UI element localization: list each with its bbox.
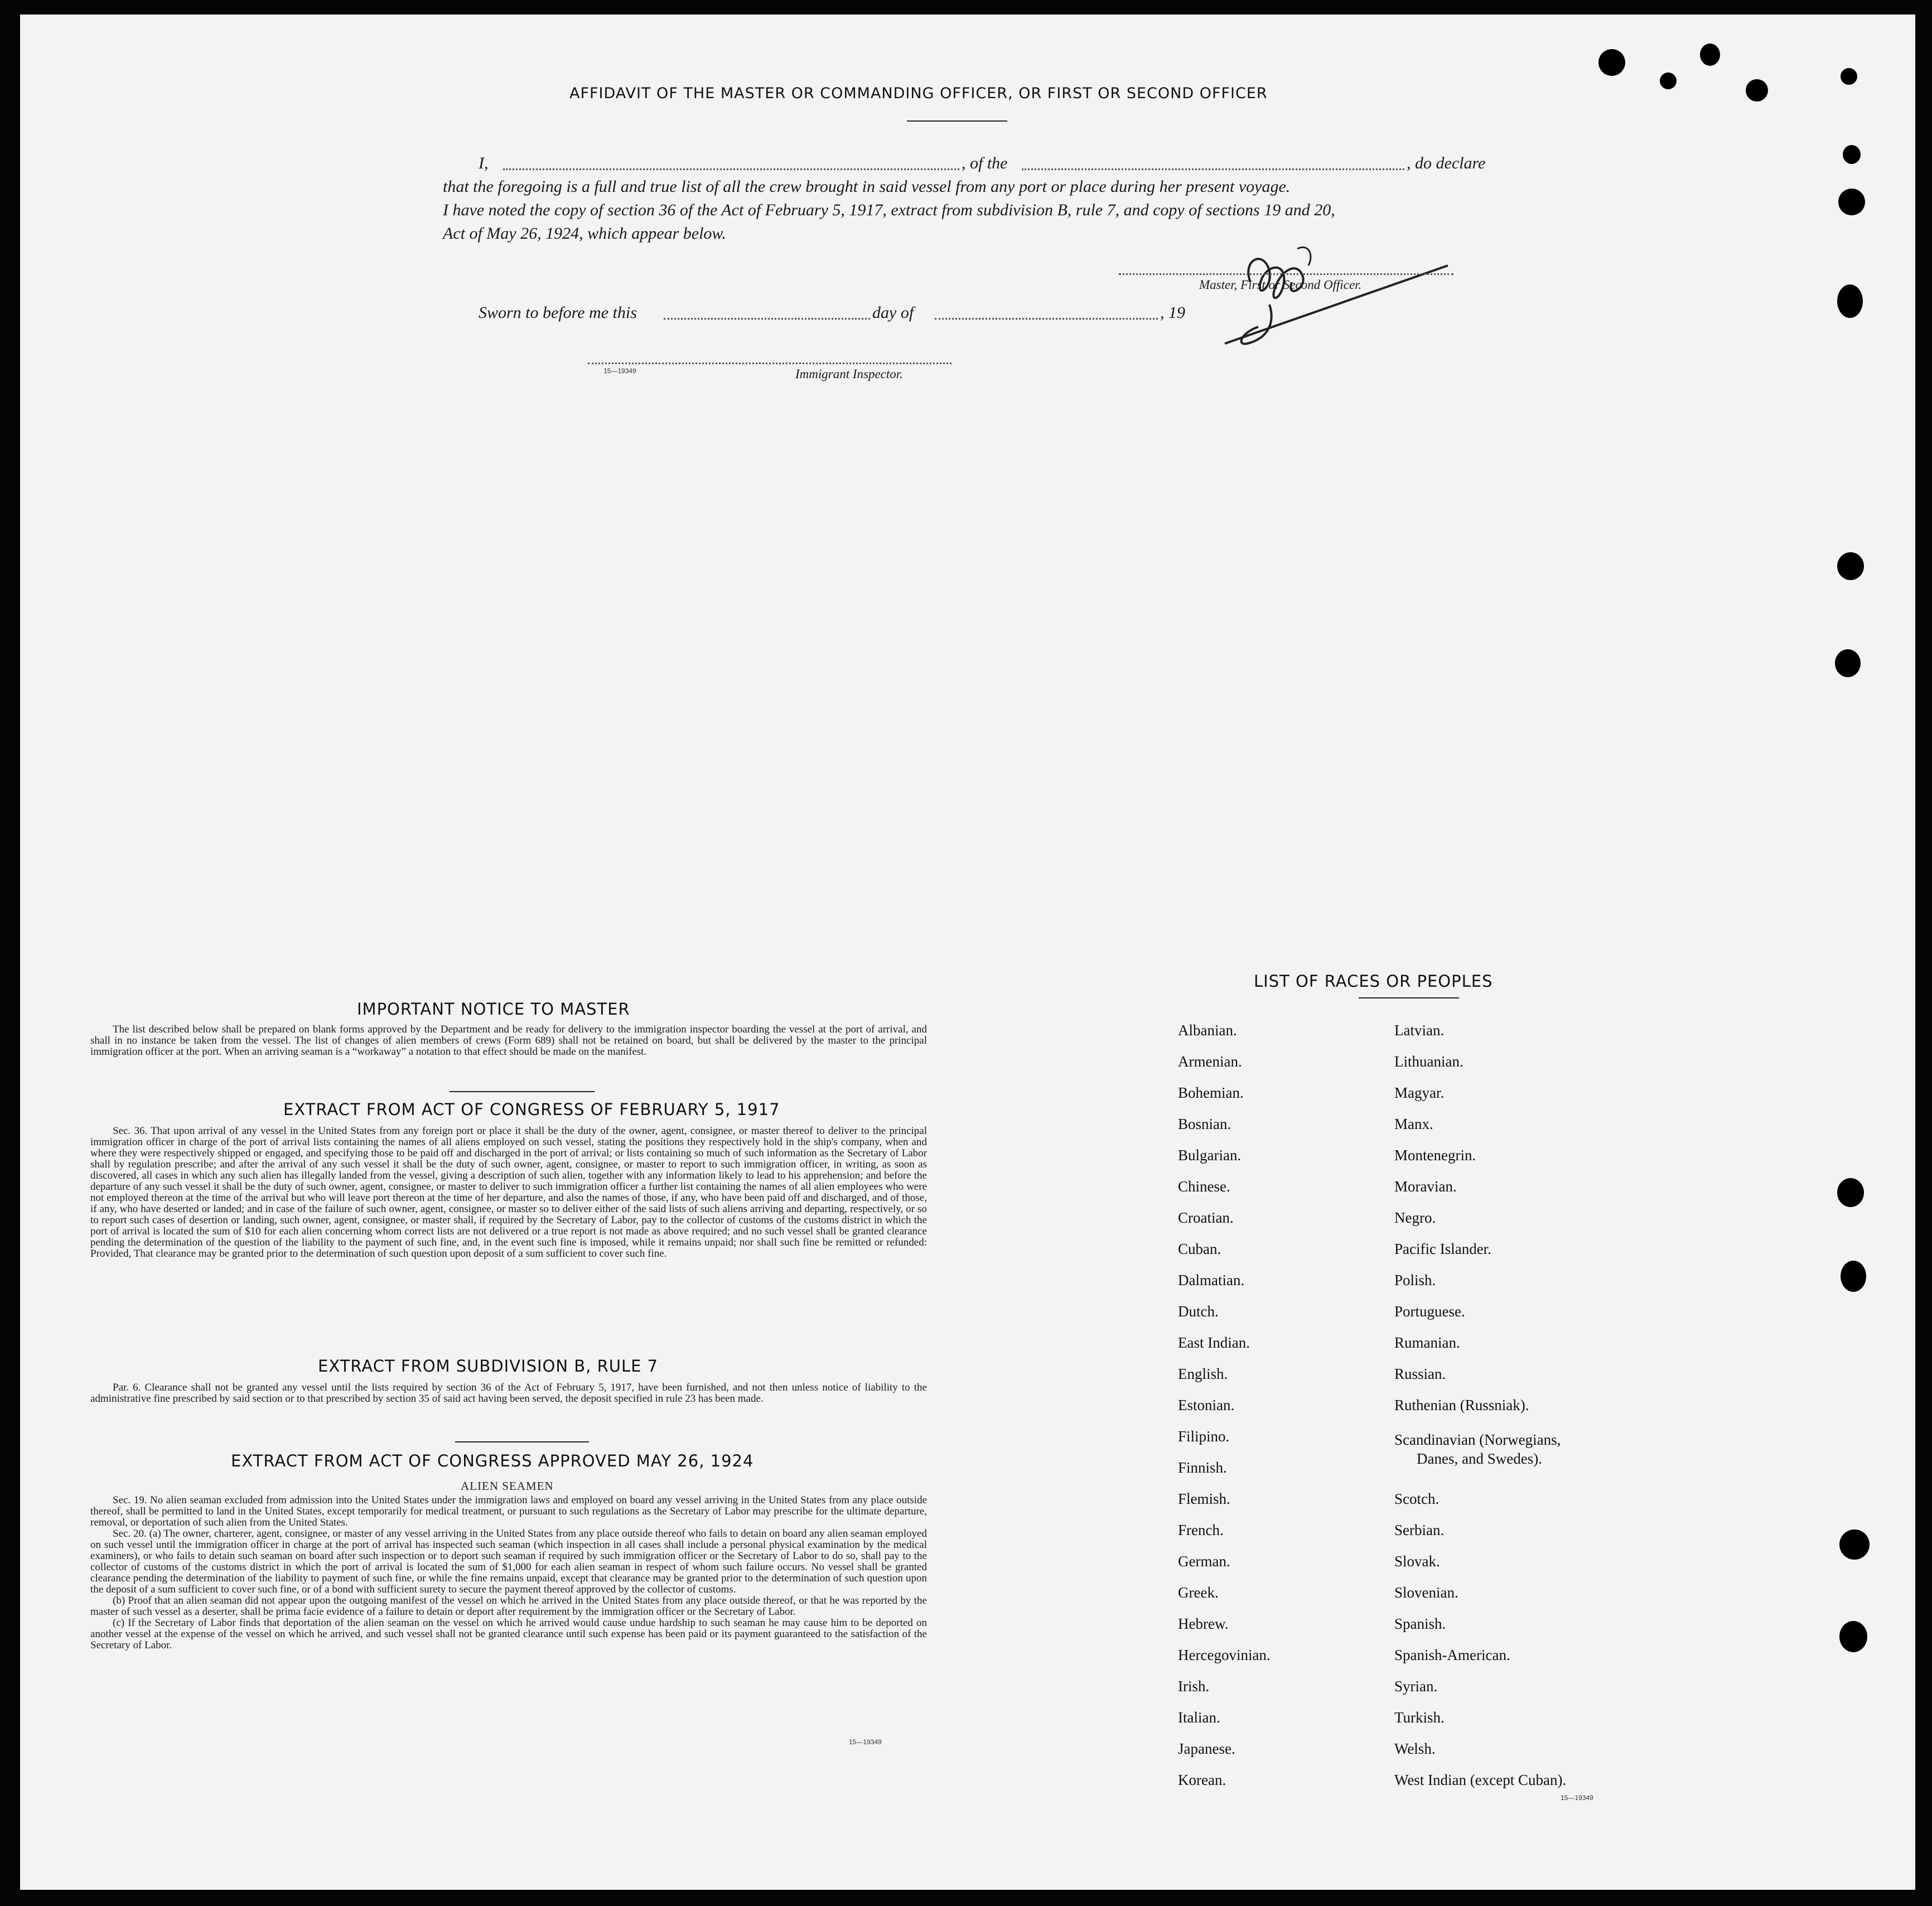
sec19-text: Sec. 19. No alien seaman excluded from admission into the United States under the immigration laws and employed on board any vessel arriving in the United States from any place outside thereof, shall be permitted to land in the United States, except temporarily for medical treatment, or pursuant to such regulations as the Secretary of Labor may prescribe for the ultimate departure, removal, or deportation of such alien from the United States.	[90, 1494, 927, 1528]
rule7-title: EXTRACT FROM SUBDIVISION B, RULE 7	[318, 1357, 659, 1376]
race-item: Pacific Islander.	[1394, 1241, 1491, 1257]
day-field[interactable]	[664, 318, 870, 320]
race-item: Croatian.	[1178, 1209, 1234, 1226]
race-item: Dalmatian.	[1178, 1272, 1245, 1289]
race-item: Portuguese.	[1394, 1303, 1465, 1320]
affidavit-title: AFFIDAVIT OF THE MASTER OR COMMANDING OFFICER, OR FIRST OR SECOND OFFICER	[569, 85, 1268, 102]
race-item: Latvian.	[1394, 1022, 1445, 1039]
races-rule	[1359, 997, 1459, 998]
act1924-subtitle: ALIEN SEAMEN	[461, 1479, 554, 1493]
title-rule	[907, 120, 1007, 122]
form-number-top: 15—19349	[603, 367, 636, 375]
race-item: Hercegovinian.	[1178, 1647, 1271, 1663]
form-number-right: 15—19349	[1561, 1794, 1593, 1802]
binder-hole	[1838, 189, 1865, 215]
day-of-label: day of	[872, 303, 914, 322]
binder-hole	[1843, 145, 1861, 164]
race-item: French.	[1178, 1522, 1224, 1538]
affidavit-i: I,	[479, 154, 489, 172]
binder-hole	[1598, 49, 1625, 76]
binder-hole	[1700, 44, 1720, 66]
affidavit-line4: Act of May 26, 1924, which appear below.	[443, 224, 726, 243]
affidavit-line2: that the foregoing is a full and true list of all the crew brought in said vessel from any port or place during her present voyage.	[443, 177, 1291, 196]
notice-title: IMPORTANT NOTICE TO MASTER	[357, 1000, 630, 1019]
race-item: Welsh.	[1394, 1740, 1436, 1757]
race-item: Slovenian.	[1394, 1584, 1458, 1601]
race-item: Finnish.	[1178, 1459, 1227, 1476]
binder-hole	[1839, 1621, 1867, 1652]
signature-scrawl	[1202, 226, 1504, 360]
section-rule-1	[450, 1091, 595, 1092]
act1917-text: Sec. 36. That upon arrival of any vessel in the United States from any foreign port or place it shall be the duty of the owner, agent, consignee, or master thereof to deliver to the principal immigration officer in charge of the port of arrival lists containing the names of all aliens employed on such vessel, stating the positions they respectively hold in the ship's company, when and where they were respectively shipped or engaged, and specifying those to be paid off and discharged in the port of arrival; or lists containing so much of such information as the Secretary of Labor shall by regulation prescribe; and after the arrival of any such vessel it shall be the duty of such owner, agent, consignee, or master to report to such immigration officer, in writing, as soon as discovered, all cases in which any such alien has illegally landed from the vessel, giving a description of such alien, together with any information likely to lead to his apprehension; and before the departure of any such vessel it shall be the duty of such owner, agent, consignee, or master to deliver to such immigration officer a further list containing the names of all alien employees who were not employed thereon at the time of the arrival but who will leave port thereon at the time of her departure, and also the names of those, if any, who have been paid off and discharged, and of those, if any, who have deserted or landed; and in case of the failure of such owner, agent, consignee, or master so to deliver either of the said lists of such aliens arriving and departing, respectively, or so to report such cases of desertion or landing, such owner, agent, consignee, or master shall, if required by the Secretary of Labor, pay to the collector of customs of the customs district in which the port of arrival is located the sum of $10 for each alien concerning whom correct lists are not delivered or a true report is not made as above required; and no such vessel shall be granted clearance pending the determination of the question of the liability to the payment of such fine, and, in the event such fine is imposed, while it remains unpaid; nor shall such fine be remitted or refunded: Provided, That clearance may be granted prior to the determination of such question upon deposit of a sum sufficient to cover such fine.	[90, 1125, 927, 1260]
race-item: Syrian.	[1394, 1678, 1438, 1695]
races-title: LIST OF RACES OR PEOPLES	[1254, 972, 1493, 991]
race-item: Dutch.	[1178, 1303, 1219, 1320]
vessel-field[interactable]	[1022, 168, 1404, 170]
race-item: Bulgarian.	[1178, 1147, 1242, 1164]
act1924-title: EXTRACT FROM ACT OF CONGRESS APPROVED MAY 26, 1924	[231, 1451, 754, 1470]
race-item: Bohemian.	[1178, 1084, 1244, 1101]
race-item: Irish.	[1178, 1678, 1210, 1695]
race-item: Moravian.	[1394, 1178, 1457, 1195]
binder-hole	[1835, 649, 1861, 677]
document-page	[20, 15, 1915, 1890]
signer-label: Master, First or Second Officer.	[1199, 278, 1362, 292]
notice-text: The list described below shall be prepared on blank forms approved by the Department and be ready for delivery to the immigration inspector boarding the vessel at the port of arrival, and shall in no instance be taken from the vessel. The list of changes of alien members of crews (Form 689) shall not be retained on board, but shall be delivered by the master to the principal immigration officer at the port. When an arriving seaman is a “workaway” a notation to that effect should be made on the manifest.	[90, 1024, 927, 1058]
signature-field[interactable]	[1119, 273, 1453, 275]
race-item: Scandinavian (Norwegians,	[1394, 1431, 1561, 1448]
race-item: Chinese.	[1178, 1178, 1230, 1195]
race-item: Polish.	[1394, 1272, 1436, 1289]
binder-hole	[1839, 1529, 1870, 1560]
race-item: Japanese.	[1178, 1740, 1235, 1757]
act1924-body	[90, 1495, 927, 1651]
affidavit-line3: I have noted the copy of section 36 of the Act of February 5, 1917, extract from subdivision B, rule 7, and copy of sections 19 and 20,	[443, 201, 1335, 219]
race-item: Magyar.	[1394, 1084, 1445, 1101]
race-item: Albanian.	[1178, 1022, 1237, 1039]
race-item: Manx.	[1394, 1116, 1433, 1132]
affidavit-of-the: , of the	[962, 154, 1008, 172]
race-item: Hebrew.	[1178, 1615, 1229, 1632]
section-rule-2	[455, 1441, 589, 1442]
race-item: West Indian (except Cuban).	[1394, 1772, 1567, 1788]
rule7-text: Par. 6. Clearance shall not be granted any vessel until the lists required by section 36 of the Act of February 5, 1917, have been furnished, and not then unless notice of liability to the administrative fine prescribed by said section or to that prescribed by section 35 of said act having been served, the deposit specified in rule 23 has been made.	[90, 1382, 927, 1405]
act1917-title: EXTRACT FROM ACT OF CONGRESS OF FEBRUARY 5, 1917	[283, 1100, 780, 1119]
race-item: Slovak.	[1394, 1553, 1440, 1570]
race-item: Rumanian.	[1394, 1334, 1460, 1351]
race-item: Spanish-American.	[1394, 1647, 1510, 1663]
race-item: East Indian.	[1178, 1334, 1250, 1351]
race-item: Italian.	[1178, 1709, 1220, 1726]
binder-hole	[1660, 73, 1677, 89]
race-item: Danes, and Swedes).	[1417, 1450, 1542, 1467]
race-item: Estonian.	[1178, 1397, 1235, 1413]
inspector-field[interactable]	[588, 363, 951, 364]
race-item: Greek.	[1178, 1584, 1219, 1601]
inspector-label: Immigrant Inspector.	[795, 367, 903, 381]
race-item: Negro.	[1394, 1209, 1436, 1226]
binder-hole	[1841, 1261, 1866, 1292]
sec20a-text: Sec. 20. (a) The owner, charterer, agent, consignee, or master of any vessel arriving in the United States from any place outside thereof who fails to detain on board any alien seaman employed on such vessel until the immigration officer in charge at the port of arrival has inspected such seaman (which inspection in all cases shall include a personal physical examination by the medical examiners), or who fails to detain such seaman on board after such inspection or to deport such seaman if required by such immigration officer or the Secretary of Labor to do so, shall pay to the collector of customs of the customs district in which the port of arrival is located the sum of $1,000 for each alien seaman in respect of whom such failure occurs. No vessel shall be granted clearance pending the determination of the liability to payment of such fine, or while the fine remains unpaid, except that clearance may be granted prior to the determination of such question upon the deposit of a sum sufficient to cover such fine, or of a bond with sufficient surety to secure the payment thereof approved by the collector of customs.	[90, 1528, 927, 1595]
race-item: Filipino.	[1178, 1428, 1230, 1445]
race-item: German.	[1178, 1553, 1230, 1570]
race-item: Turkish.	[1394, 1709, 1445, 1726]
race-item: Korean.	[1178, 1772, 1226, 1788]
sec20b-text: (b) Proof that an alien seaman did not appear upon the outgoing manifest of the vessel on which he arrived in the United States from any place outside thereof, or that he was reported by the master of such vessel as a deserter, shall be prima facie evidence of a failure to detain or deport after requirement by the immigration officer or the Secretary of Labor.	[90, 1595, 927, 1618]
race-item: Russian.	[1394, 1365, 1446, 1382]
year-label: , 19	[1160, 303, 1185, 322]
race-item: Lithuanian.	[1394, 1053, 1464, 1070]
form-number-left: 15—19349	[849, 1738, 882, 1746]
race-item: Montenegrin.	[1394, 1147, 1476, 1164]
name-field[interactable]	[503, 168, 959, 170]
race-item: Flemish.	[1178, 1490, 1230, 1507]
race-item: Ruthenian (Russniak).	[1394, 1397, 1529, 1413]
race-item: Armenian.	[1178, 1053, 1242, 1070]
race-item: Serbian.	[1394, 1522, 1445, 1538]
month-field[interactable]	[935, 318, 1158, 320]
binder-hole	[1746, 79, 1768, 102]
binder-hole	[1837, 552, 1864, 580]
race-item: Scotch.	[1394, 1490, 1440, 1507]
race-item: English.	[1178, 1365, 1228, 1382]
affidavit-declare: , do declare	[1407, 154, 1486, 172]
sworn-label: Sworn to before me this	[479, 303, 637, 322]
binder-hole	[1837, 1178, 1864, 1207]
race-item: Bosnian.	[1178, 1116, 1231, 1132]
race-item: Cuban.	[1178, 1241, 1221, 1257]
sec20c-text: (c) If the Secretary of Labor finds that deportation of the alien seaman on the vessel on which he arrived would cause undue hardship to such seaman he may cause him to be deported on another vessel at the expense of the vessel on which he arrived, and such vessel shall not be granted clearance until such expense has been paid or its payment guaranteed to the satisfaction of the Secretary of Labor.	[90, 1617, 927, 1651]
binder-hole	[1841, 68, 1857, 85]
race-item: Spanish.	[1394, 1615, 1446, 1632]
binder-hole	[1837, 284, 1863, 318]
